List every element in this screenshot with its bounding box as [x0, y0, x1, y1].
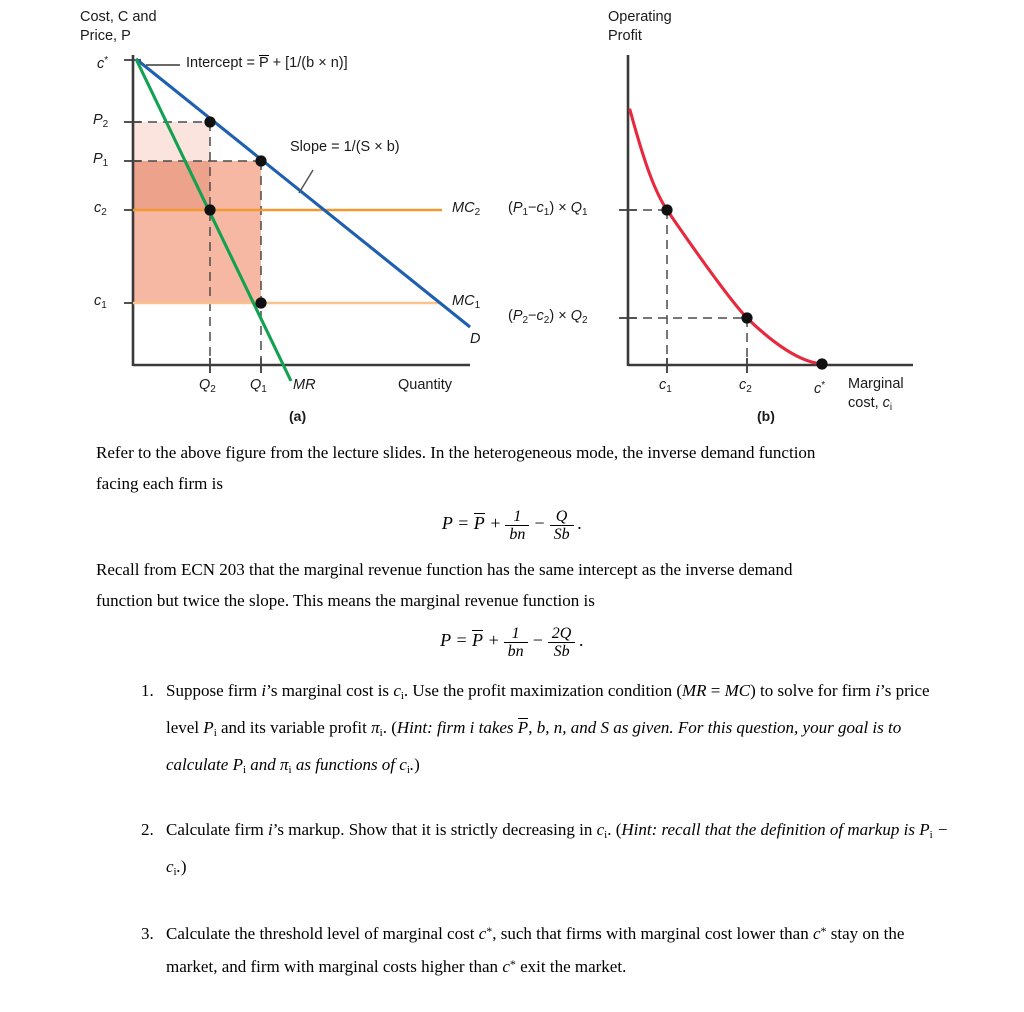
- demand-label: D: [470, 331, 481, 347]
- paragraph-1-line-2: facing each firm is: [96, 474, 223, 493]
- panel-b-tag: (b): [757, 408, 775, 424]
- equation-inverse-demand: [96, 508, 928, 544]
- problem-statement: [96, 437, 928, 671]
- eq1-minus: −: [533, 513, 546, 534]
- ytick-label-c1: $c_1$: [94, 293, 107, 311]
- panel-a-y-axis-title-line1: Cost, C and: [80, 9, 157, 25]
- paragraph-1-line-1: Refer to the above figure from the lecture slides. In the heterogeneous mode, the inverse demand function: [96, 443, 816, 462]
- intercept-annotation: Intercept = P + [1/(b × n)]: [186, 55, 348, 71]
- marginal-revenue-label: MR: [293, 377, 316, 393]
- ytick-label-p1: $P_1$: [93, 151, 109, 169]
- paragraph-2-line-2: function but twice the slope. This means the marginal revenue function is: [96, 591, 595, 610]
- point-cstar-zero: [816, 358, 827, 369]
- q2-hint-label: Hint:: [621, 820, 658, 839]
- q2-text: Calculate firm i’s markup. Show that it is strictly decreasing in ci. (Hint: recall that the definition of markup is Pi − ci.): [166, 820, 949, 878]
- eq1-fraction-1: $\frac{1}{bn}$: [505, 508, 529, 544]
- mc1-label: $MC_1$: [452, 293, 481, 311]
- eq2-lhs: P = P +: [440, 630, 500, 651]
- panel-a-y-axis-title-line2: Price, P: [80, 28, 131, 44]
- slope-annotation: Slope = 1/(S × b): [290, 139, 400, 155]
- ytick-label-p2: $P_2$: [93, 112, 109, 130]
- operating-profit-curve: [630, 110, 822, 364]
- question-item-1: [158, 675, 958, 786]
- eq2-period: .: [579, 630, 584, 651]
- slope-leader-line: [299, 170, 313, 193]
- ytick-label-cstar-a: c*: [97, 55, 109, 72]
- q1-hint-body: firm i takes P, b, n, and S as given. For this question, your goal is to calculate Pi and πi as functions of ci.: [166, 718, 902, 776]
- paragraph-2-line-1: Recall from ECN 203 that the marginal revenue function has the same intercept as the inverse demand: [96, 560, 793, 579]
- point-q1-c1: [255, 297, 266, 308]
- q1-text: Suppose firm i’s marginal cost is ci. Use the profit maximization condition (MR = MC) to solve for firm i’s price level Pi and its variable profit πi. (Hint: firm i takes P, b, n, and S as given. For this question, your goal is to calculate Pi and πi as functions of ci.): [166, 681, 930, 776]
- xtick-label-q1: $Q_1$: [250, 377, 267, 395]
- panel-b-y-axis-title-line1: Operating: [608, 9, 672, 25]
- ytick-label-profit2: $(P_2-c_2) \times Q_2$: [508, 308, 588, 326]
- ytick-label-c2: $c_2$: [94, 200, 107, 218]
- xtick-label-c2-b: $c_2$: [739, 377, 752, 395]
- panel-b-x-axis-title-line1: Marginal: [848, 376, 904, 392]
- panel-a-tag: (a): [289, 408, 307, 424]
- panel-a-x-axis-title: Quantity: [398, 377, 452, 393]
- xtick-label-c1-b: $c_1$: [659, 377, 672, 395]
- point-c1-profit1: [661, 204, 672, 215]
- eq2-minus: −: [531, 630, 544, 651]
- q2-hint-body: recall that the definition of markup is Pi − ci.: [166, 820, 949, 878]
- point-c2-profit2: [741, 312, 752, 323]
- xtick-label-q2: $Q_2$: [199, 377, 216, 395]
- question-item-3: [158, 916, 958, 982]
- equation-marginal-revenue: [96, 625, 928, 661]
- panel-b-y-axis-title-line2: Profit: [608, 28, 642, 44]
- figure-panel-group: [0, 0, 1024, 430]
- ytick-label-profit1: $(P_1-c_1) \times Q_1$: [508, 200, 588, 218]
- point-q1-p1: [255, 155, 266, 166]
- xtick-label-cstar-b: c*: [814, 380, 826, 397]
- q3-text: Calculate the threshold level of marginal cost c*, such that firms with marginal cost lower than c* stay on the market, and firm with marginal costs higher than c* exit the market.: [166, 924, 905, 976]
- point-q2-p2: [204, 116, 215, 127]
- question-item-2: [158, 814, 958, 888]
- mc2-label: $MC_2$: [452, 200, 481, 218]
- eq1-lhs: P = P +: [441, 513, 502, 534]
- question-list: [128, 675, 958, 1010]
- q1-hint-label: Hint:: [396, 718, 433, 737]
- eq1-fraction-2: $\frac{Q}{Sb}$: [550, 508, 574, 544]
- eq1-period: .: [577, 513, 583, 534]
- panel-b-x-axis-title-line2: cost, $c_i$: [848, 395, 893, 413]
- eq2-fraction-1: $\frac{1}{bn}$: [504, 625, 528, 661]
- eq2-fraction-2: $\frac{2Q}{Sb}$: [548, 625, 576, 661]
- point-q2-c2: [204, 204, 215, 215]
